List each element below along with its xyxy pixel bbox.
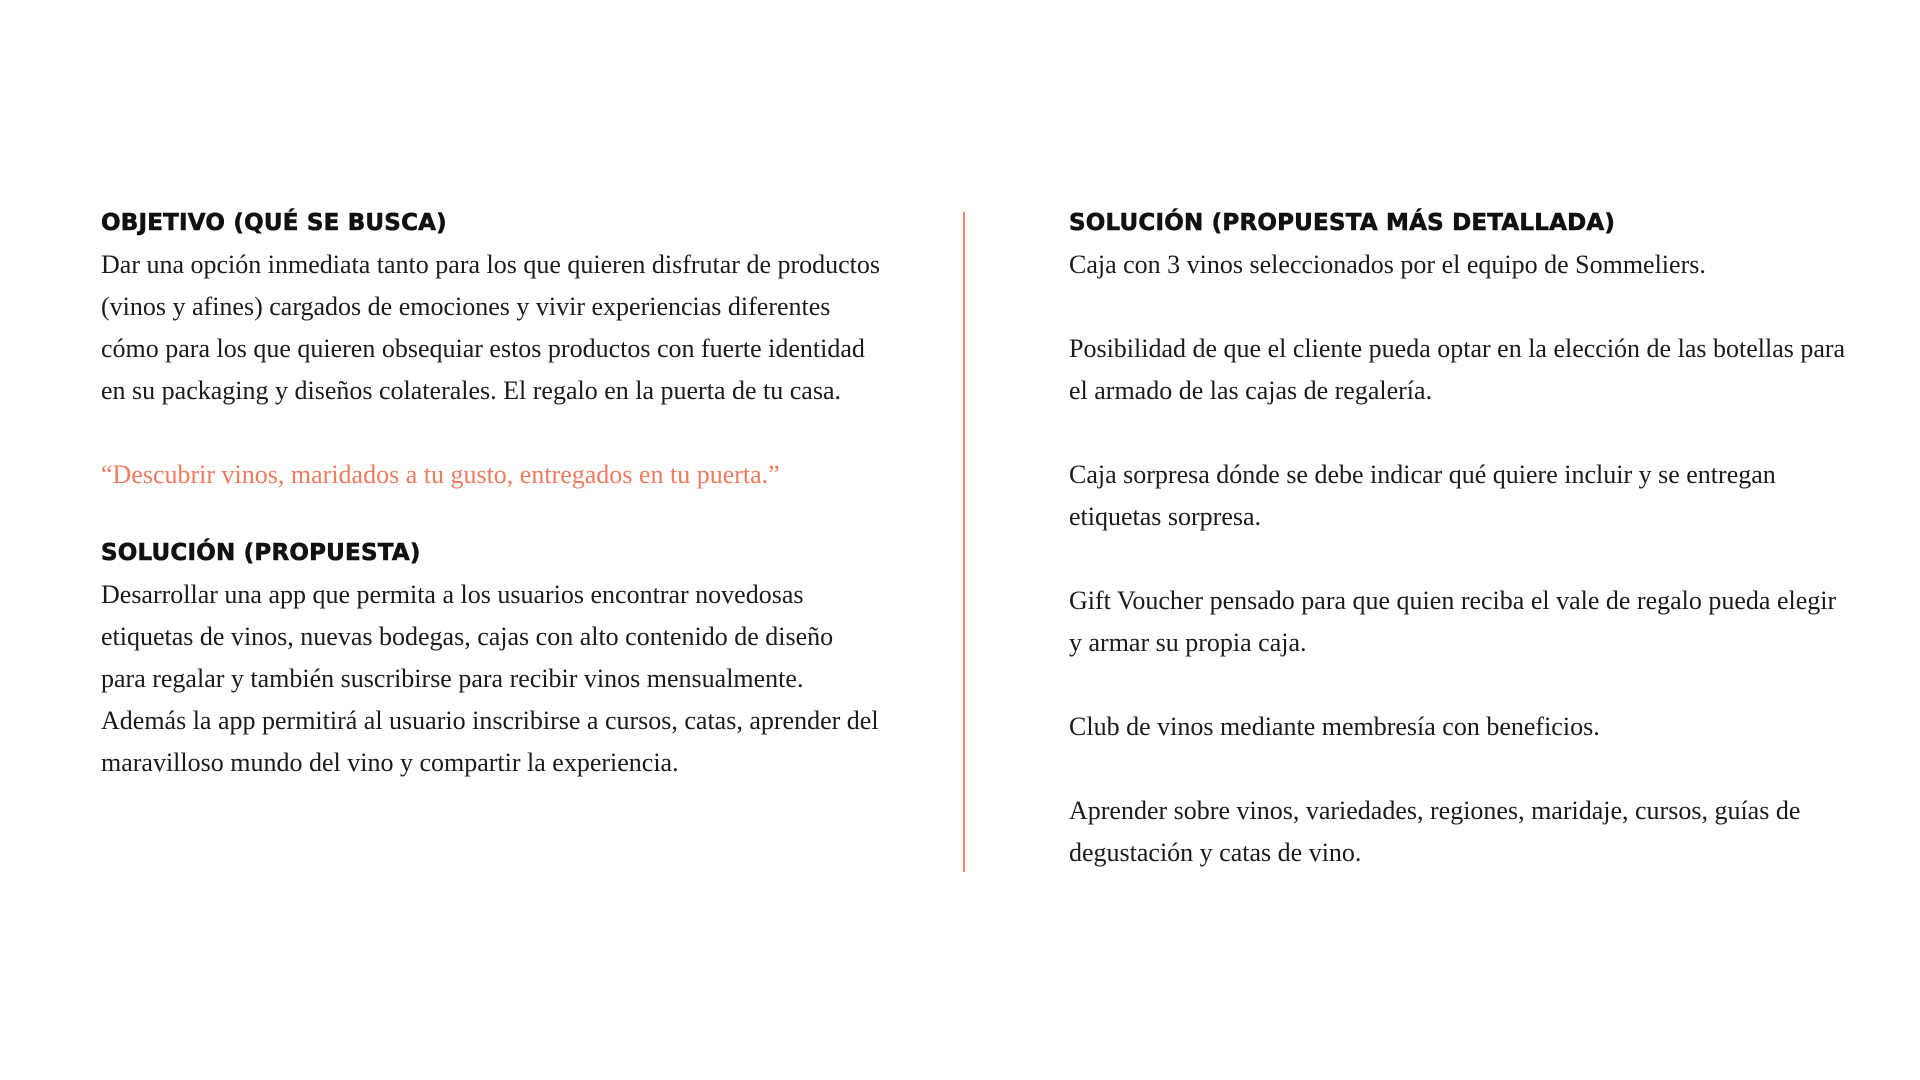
right-column (1069, 208, 1849, 874)
solution-item-learn: Aprender sobre vinos, variedades, regiones, maridaje, cursos, guías de degustación y catas de vino. (1069, 796, 1801, 867)
spacer (1069, 538, 1849, 580)
tagline-quote: “Descubrir vinos, maridados a tu gusto, entregados en tu puerta.” (101, 460, 780, 489)
solution-item-surprise: Caja sorpresa dónde se debe indicar qué quiere incluir y se entregan etiquetas sorpresa. (1069, 460, 1776, 531)
solution-heading: SOLUCIÓN (PROPUESTA) (101, 540, 421, 566)
detailed-solution-heading: SOLUCIÓN (PROPUESTA MÁS DETALLADA) (1069, 210, 1616, 236)
solution-text: Desarrollar una app que permita a los usuarios encontrar novedosas etiquetas de vinos, nuevas bodegas, cajas con alto contenido de diseño para regalar y también suscribirse para recibir vinos mensualmente. Además la app permitirá al usuario inscribirse a cursos, catas, aprender del maravilloso mundo del vino y compartir la experiencia. (101, 580, 879, 777)
spacer (1069, 286, 1849, 328)
spacer (1069, 664, 1849, 706)
objective-text: Dar una opción inmediata tanto para los que quieren disfrutar de productos (vinos y afines) cargados de emociones y vivir experiencias diferentes cómo para los que quieren obsequiar estos productos con fuerte identidad en su packaging y diseños colaterales. El regalo en la puerta de tu casa. (101, 250, 881, 405)
spacer (1069, 748, 1849, 790)
column-divider (963, 212, 965, 872)
spacer (1069, 412, 1849, 454)
spacer (101, 412, 881, 454)
spacer (101, 496, 881, 538)
solution-item-voucher: Gift Voucher pensado para que quien reciba el vale de regalo pueda elegir y armar su propia caja. (1069, 586, 1837, 657)
solution-item-club: Club de vinos mediante membresía con beneficios. (1069, 712, 1600, 741)
objective-heading: OBJETIVO (QUÉ SE BUSCA) (101, 210, 447, 236)
left-column (101, 208, 881, 784)
solution-item-box: Caja con 3 vinos seleccionados por el equipo de Sommeliers. (1069, 250, 1706, 279)
solution-item-choice: Posibilidad de que el cliente pueda optar en la elección de las botellas para el armado de las cajas de regalería. (1069, 334, 1846, 405)
